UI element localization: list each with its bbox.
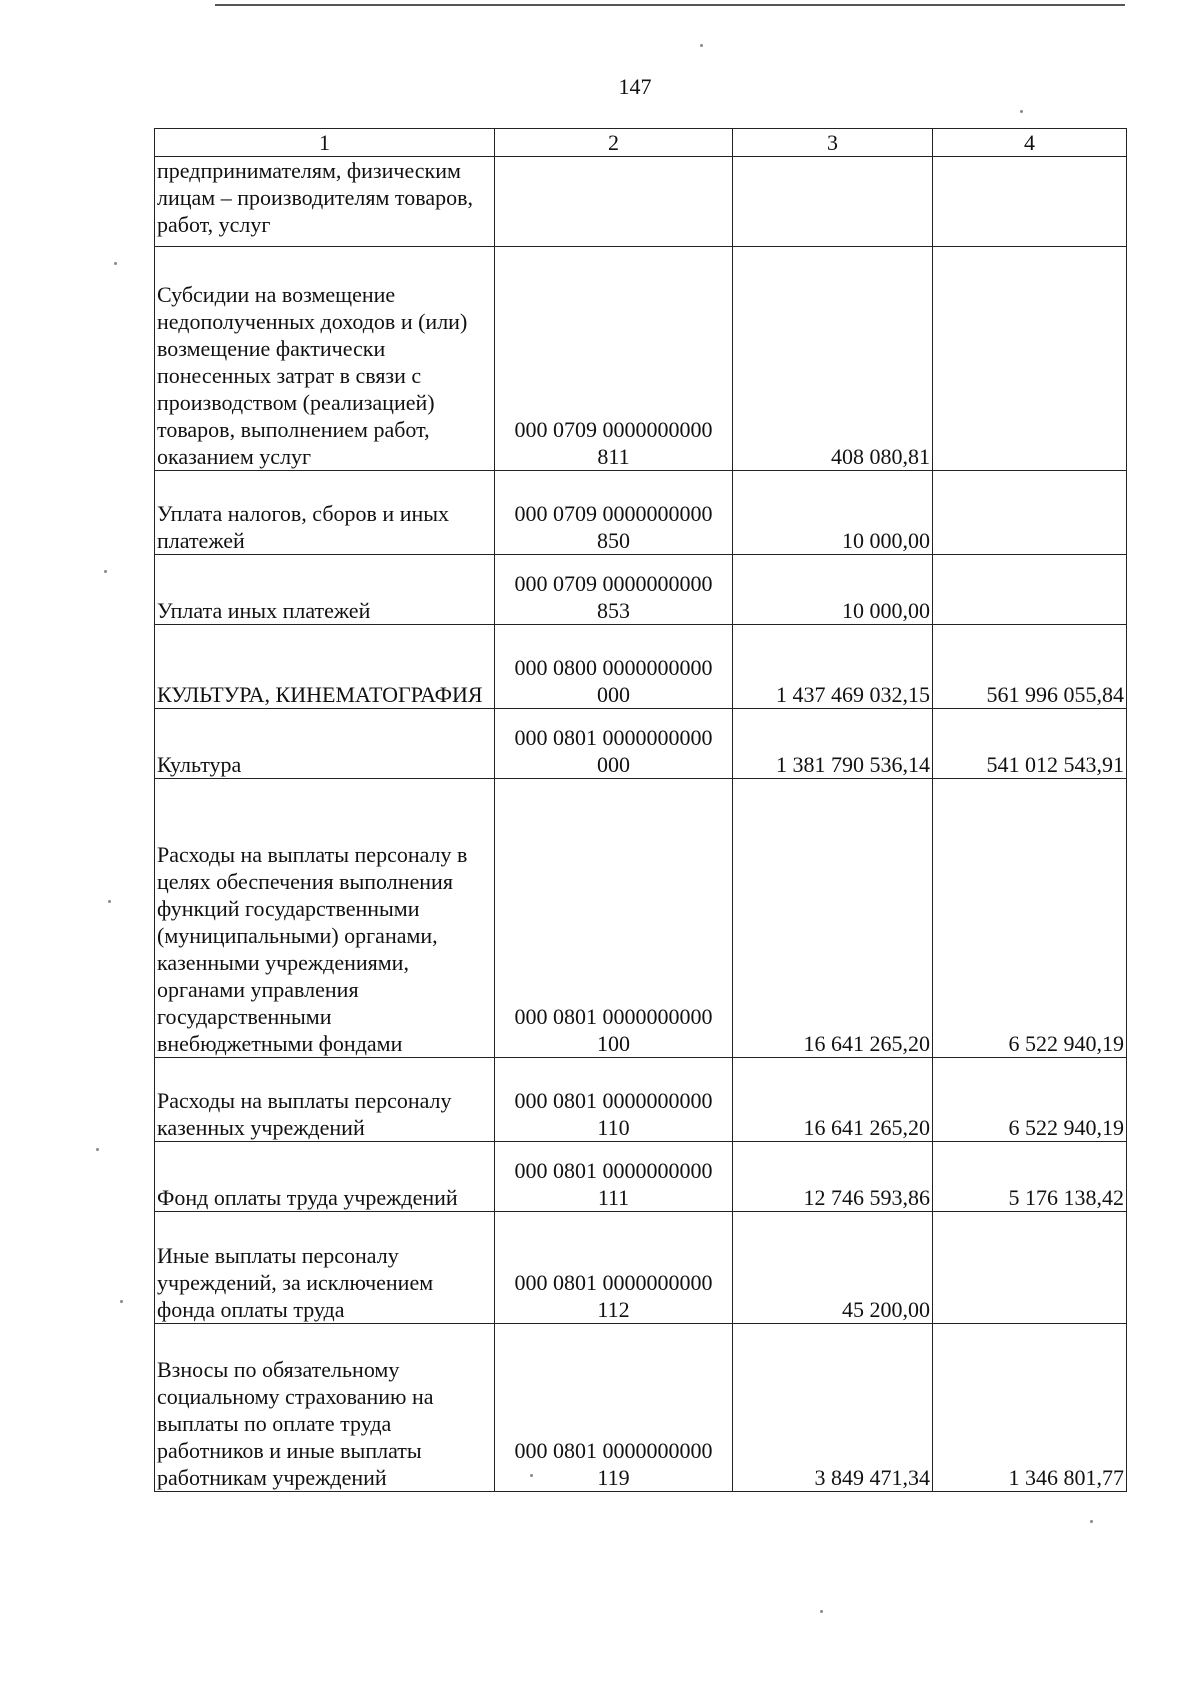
row-name: Расходы на выплаты персоналу в целях обеспечения выполнения функций государственными (муниципальными) органами, казенными учреждениями, органами управления государственными внебюджетными фондами [155,779,495,1058]
row-col4: 1 346 801,77 [933,1324,1127,1492]
row-col4 [933,471,1127,555]
scan-speck [108,900,111,903]
scan-speck [96,1148,99,1151]
column-header-1: 1 [155,129,495,157]
scan-speck [530,1474,533,1477]
table-row [155,1142,1127,1212]
row-name: Иные выплаты персоналу учреждений, за исключением фонда оплаты труда [155,1212,495,1324]
scan-speck [114,262,117,265]
row-code: 000 0801 0000000000 111 [495,1142,733,1212]
page-number: 147 [618,74,652,99]
row-code: 000 0801 0000000000 119 [495,1324,733,1492]
row-code: 000 0801 0000000000 100 [495,779,733,1058]
row-code: 000 0801 0000000000 112 [495,1212,733,1324]
row-name: предпринимателям, физическим лицам – производителям товаров, работ, услуг [155,157,495,247]
scan-speck [104,570,107,573]
row-col3: 3 849 471,34 [733,1324,933,1492]
row-code: 000 0801 0000000000 000 [495,709,733,779]
row-code [495,157,733,247]
row-col3: 10 000,00 [733,471,933,555]
row-code: 000 0709 0000000000 853 [495,555,733,625]
table-row [155,1324,1127,1492]
scan-speck [700,44,703,47]
row-name: Взносы по обязательному социальному страхованию на выплаты по оплате труда работников и иные выплаты работникам учреждений [155,1324,495,1492]
table-row [155,247,1127,471]
table-row [155,471,1127,555]
column-header-3: 3 [733,129,933,157]
row-col4: 6 522 940,19 [933,1058,1127,1142]
row-col4 [933,157,1127,247]
table-row [155,709,1127,779]
table-header-row [155,129,1127,157]
column-header-2: 2 [495,129,733,157]
row-col4 [933,555,1127,625]
row-col3: 408 080,81 [733,247,933,471]
scan-speck [820,1610,823,1613]
row-col3: 16 641 265,20 [733,1058,933,1142]
table-row [155,555,1127,625]
row-col4 [933,1212,1127,1324]
scan-speck [1020,110,1023,113]
row-name: КУЛЬТУРА, КИНЕМАТОГРАФИЯ [155,625,495,709]
row-name: Уплата иных платежей [155,555,495,625]
table-row [155,157,1127,247]
row-col4 [933,247,1127,471]
row-col3: 1 437 469 032,15 [733,625,933,709]
row-name: Уплата налогов, сборов и иных платежей [155,471,495,555]
row-col3: 12 746 593,86 [733,1142,933,1212]
row-col4: 561 996 055,84 [933,625,1127,709]
row-col3: 45 200,00 [733,1212,933,1324]
top-scan-rule [215,4,1125,6]
budget-table [154,128,1127,1492]
row-name: Расходы на выплаты персоналу казенных учреждений [155,1058,495,1142]
row-name: Фонд оплаты труда учреждений [155,1142,495,1212]
row-col4: 5 176 138,42 [933,1142,1127,1212]
row-name: Культура [155,709,495,779]
row-code: 000 0800 0000000000 000 [495,625,733,709]
table-row [155,1212,1127,1324]
row-col3: 1 381 790 536,14 [733,709,933,779]
row-code: 000 0709 0000000000 811 [495,247,733,471]
row-col3: 10 000,00 [733,555,933,625]
scan-speck [120,1300,123,1303]
row-code: 000 0709 0000000000 850 [495,471,733,555]
column-header-4: 4 [933,129,1127,157]
row-col4: 6 522 940,19 [933,779,1127,1058]
row-code: 000 0801 0000000000 110 [495,1058,733,1142]
table-row [155,1058,1127,1142]
table-row [155,779,1127,1058]
row-col4: 541 012 543,91 [933,709,1127,779]
scan-speck [1090,1520,1093,1523]
table-row [155,625,1127,709]
row-name: Субсидии на возмещение недополученных доходов и (или) возмещение фактически понесенных затрат в связи с производством (реализацией) товаров, выполнением работ, оказанием услуг [155,247,495,471]
row-col3 [733,157,933,247]
row-col3: 16 641 265,20 [733,779,933,1058]
